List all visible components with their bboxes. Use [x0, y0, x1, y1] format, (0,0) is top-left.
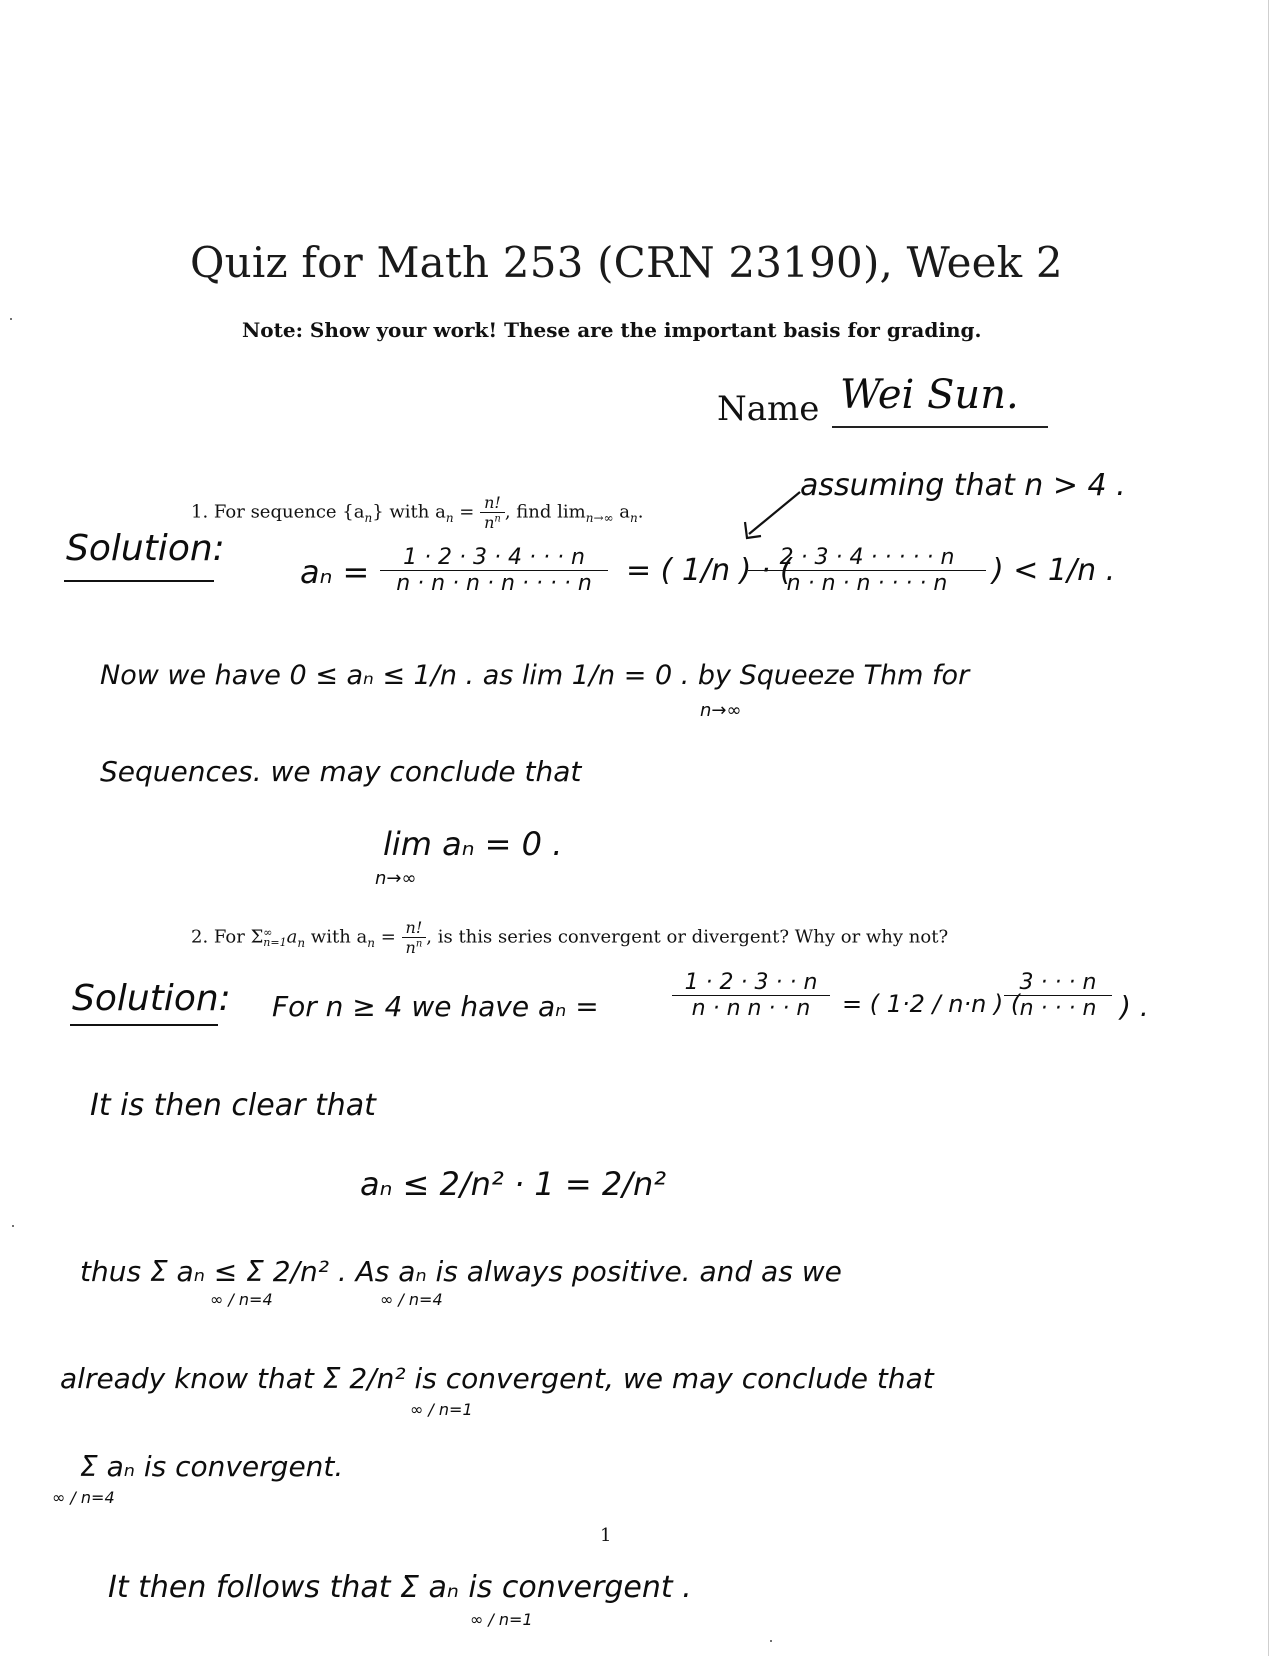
q2-solution-underline	[70, 1024, 218, 1026]
q2-eq-fraction: $\frac{1 \cdot 2 \cdot 3 \cdot \cdot n}{\text{n · n n · · n}}$	[672, 970, 830, 1021]
q2-line-1: For n ≥ 4 we have aₙ =	[272, 990, 599, 1023]
q1-prefix: 1. For sequence {a	[191, 501, 365, 523]
student-name-signature: Wei Sun.	[840, 372, 1019, 418]
q1-fraction	[480, 493, 505, 532]
q2-sum-sup: ∞	[263, 925, 273, 939]
q1-solution-underline	[64, 580, 214, 582]
q2-line-5-sum: ∞ / n=1	[410, 1400, 473, 1419]
page-number: 1	[600, 1525, 612, 1546]
assumption-arrow-icon	[735, 488, 805, 548]
q2-line-2: It is then clear that	[90, 1088, 376, 1123]
q2-mid: a	[286, 926, 298, 948]
question-1	[191, 493, 643, 532]
q1-line-4-sub: n→∞	[375, 868, 417, 889]
q1-sub3: n	[629, 511, 638, 526]
q2-line-6: Σ aₙ is convergent.	[80, 1450, 344, 1483]
q1-assumption: assuming that n > 4 .	[800, 468, 1126, 503]
q2-solution-label: Solution:	[72, 978, 231, 1019]
q1-line-2: Now we have 0 ≤ aₙ ≤ 1/n . as lim 1/n = 0 . by Squeeze Thm for	[100, 660, 970, 691]
q2-eq-fraction-2: $\frac{3 \cdot \cdot \cdot n}{n \cdot \cdot \cdot n}$	[1004, 970, 1112, 1021]
q1-suffix-end: .	[637, 501, 644, 523]
q2-eq-mid: = ( 1·2 / n·n ) (	[842, 990, 1021, 1018]
q1-eq-fraction: $\frac{1 \cdot 2 \cdot 3 \cdot 4 \cdot \cdot \cdot n}{n \cdot n \cdot n \cdot n \cdot \cdot \cdot \cdot n}$	[380, 545, 608, 596]
q2-sub: n	[297, 936, 306, 951]
q2-line-6-sum: ∞ / n=4	[52, 1488, 115, 1507]
scan-speck	[10, 318, 12, 320]
instruction-note: Note: Show your work! These are the important basis for grading.	[242, 318, 982, 342]
q2-sub2: n	[367, 936, 375, 951]
q2-eq: =	[374, 926, 402, 948]
name-label: Name	[717, 389, 820, 429]
q2-line-7: It then follows that Σ aₙ is convergent .	[108, 1570, 692, 1605]
q2-sum-sub: n=1	[263, 935, 287, 949]
q1-eq: =	[453, 501, 481, 523]
q1-frac-num: n!	[480, 493, 505, 513]
name-underline	[832, 426, 1048, 428]
q2-with: with a	[305, 926, 368, 948]
scan-edge	[1268, 0, 1269, 1656]
q1-frac-den: $n^n$	[484, 513, 501, 532]
q2-suffix: , is this series convergent or divergent? Why or why not?	[426, 926, 949, 948]
q2-line-4-sum1: ∞ / n=4	[210, 1290, 273, 1309]
q2-line-5: already know that Σ 2/n² is convergent, we may conclude that	[60, 1362, 934, 1395]
q1-eq-lhs: aₙ =	[300, 553, 370, 591]
q2-prefix: 2. For Σ	[191, 926, 264, 948]
page-title: Quiz for Math 253 (CRN 23190), Week 2	[190, 238, 1063, 287]
scan-speck	[12, 1225, 14, 1227]
q2-eq-tail: ) .	[1120, 990, 1149, 1023]
q2-line-4-sum2: ∞ / n=4	[380, 1290, 443, 1309]
q1-eq-mid: = ( 1/n ) · (	[626, 553, 792, 588]
q2-line-4: thus Σ aₙ ≤ Σ 2/n² . As aₙ is always positive. and as we	[80, 1255, 842, 1288]
q1-line-4: lim aₙ = 0 .	[383, 825, 563, 863]
q1-solution-label: Solution:	[66, 528, 225, 569]
q1-line-3: Sequences. we may conclude that	[100, 755, 582, 788]
q2-line-3: aₙ ≤ 2/n² · 1 = 2/n²	[360, 1165, 667, 1203]
q1-eq-tail: ) < 1/n .	[992, 553, 1116, 588]
q1-sub2: n	[445, 511, 454, 526]
q2-line-7-sum: ∞ / n=1	[470, 1610, 533, 1629]
q1-mid: } with a	[372, 501, 446, 523]
question-2	[191, 918, 948, 957]
q2-fraction: $\frac{n!}{n^n}$	[402, 918, 427, 957]
scan-speck	[770, 1640, 772, 1642]
q1-lim-sub: n→∞	[585, 511, 614, 526]
q1-sub: n	[364, 511, 373, 526]
q1-suffix: , find lim	[504, 501, 586, 523]
q1-eq-fraction-2: $\frac{2 \cdot 3 \cdot 4 \cdot \cdot \cdot \cdot \cdot n}{n \cdot n \cdot n \cdot \cdot \cdot \cdot n}$	[748, 545, 986, 596]
q1-suffix2: a	[613, 501, 630, 523]
q1-line-2-sub: n→∞	[700, 700, 742, 721]
